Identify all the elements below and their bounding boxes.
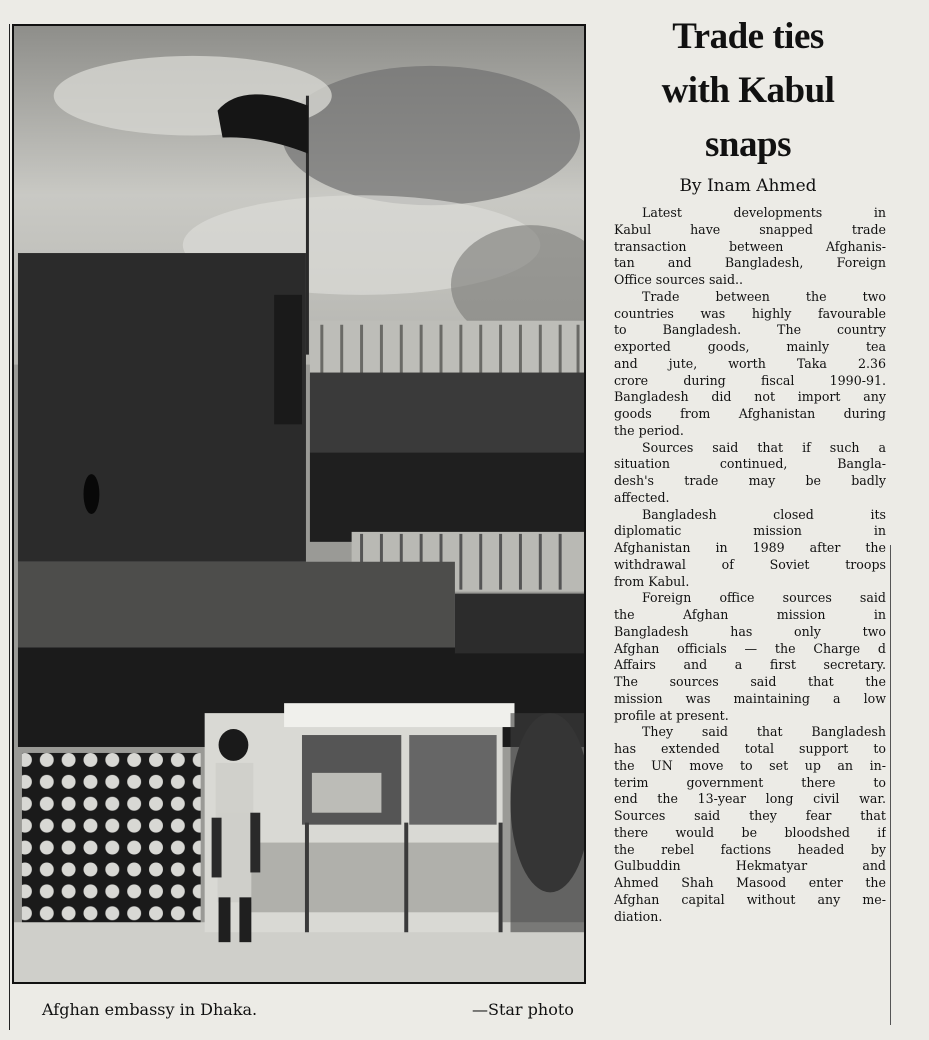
article-line: Sources said that if such a <box>642 439 886 455</box>
article-line: Foreign office sources said <box>642 590 886 606</box>
article-line: end the 13-year long civil war. <box>614 791 886 807</box>
article-line: the UN move to set up an in- <box>614 757 886 773</box>
article-line: from Kabul. <box>614 573 690 589</box>
headline-line: snaps <box>705 124 791 165</box>
article-line: Afghan officials — the Charge d <box>614 640 886 656</box>
headline <box>612 10 884 172</box>
article-line: Bangladesh did not import any <box>614 389 886 405</box>
embassy-photo <box>12 24 586 984</box>
headline-line: Trade ties <box>672 16 824 57</box>
article-line: terim government there to <box>614 774 886 790</box>
article-paragraph <box>614 507 886 591</box>
column-rule <box>890 545 891 1025</box>
article-line: Bangladesh closed its <box>642 506 886 522</box>
article-line: Trade between the two <box>642 288 886 304</box>
article-line: and jute, worth Taka 2.36 <box>614 355 886 371</box>
byline: By Inam Ahmed <box>679 176 817 196</box>
article-line: Afghan capital without any me- <box>614 891 886 907</box>
article-paragraph <box>614 590 886 724</box>
article-line: situation continued, Bangla- <box>614 456 886 472</box>
article-paragraph <box>614 205 886 289</box>
article-line: The sources said that the <box>614 674 886 689</box>
left-rule <box>9 24 10 1030</box>
article-body <box>614 205 886 925</box>
article-line: Ahmed Shah Masood enter the <box>614 875 886 890</box>
embassy-photo-drawing <box>14 26 584 982</box>
article-line: profile at present. <box>614 707 729 723</box>
article-line: the Afghan mission in <box>614 607 886 622</box>
photo-caption: Afghan embassy in Dhaka. <box>42 1000 258 1019</box>
article-line: the rebel factions headed by <box>614 841 886 857</box>
article-line: Affairs and a first secretary. <box>614 657 886 673</box>
article-line: diplomatic mission in <box>614 523 886 539</box>
article-paragraph <box>614 440 886 507</box>
article-line: crore during fiscal 1990-91. <box>614 372 886 388</box>
article-line: Sources said they fear that <box>614 808 886 823</box>
article-line: transaction between Afghanis- <box>614 238 886 254</box>
article-line: Gulbuddin Hekmatyar and <box>614 858 886 874</box>
article-line: tan and Bangladesh, Foreign <box>614 255 886 271</box>
headline-line: with Kabul <box>661 70 835 111</box>
article-line: Office sources said.. <box>614 272 744 287</box>
article-line: Bangladesh has only two <box>614 623 886 639</box>
article-line: Latest developments in <box>642 205 886 220</box>
article-line: there would be bloodshed if <box>614 824 886 840</box>
article-line: They said that Bangladesh <box>642 724 886 740</box>
article-line: affected. <box>614 489 670 505</box>
article-line: mission was maintaining a low <box>614 690 886 706</box>
article-line: countries was highly favourable <box>614 305 886 321</box>
article-line: goods from Afghanistan during <box>614 406 886 421</box>
article-line: Kabul have snapped trade <box>614 221 886 237</box>
article-line: diation. <box>614 908 663 924</box>
article-paragraph <box>614 289 886 440</box>
article-line: exported goods, mainly tea <box>614 339 886 354</box>
article-line: the period. <box>614 422 684 438</box>
article-line: has extended total support to <box>614 741 886 756</box>
photo-credit: —Star photo <box>472 1000 574 1019</box>
article-paragraph <box>614 724 886 925</box>
article-line: Afghanistan in 1989 after the <box>614 540 886 555</box>
article-line: withdrawal of Soviet troops <box>614 556 886 572</box>
article-line: desh's trade may be badly <box>614 473 886 488</box>
article-line: to Bangladesh. The country <box>614 322 886 338</box>
